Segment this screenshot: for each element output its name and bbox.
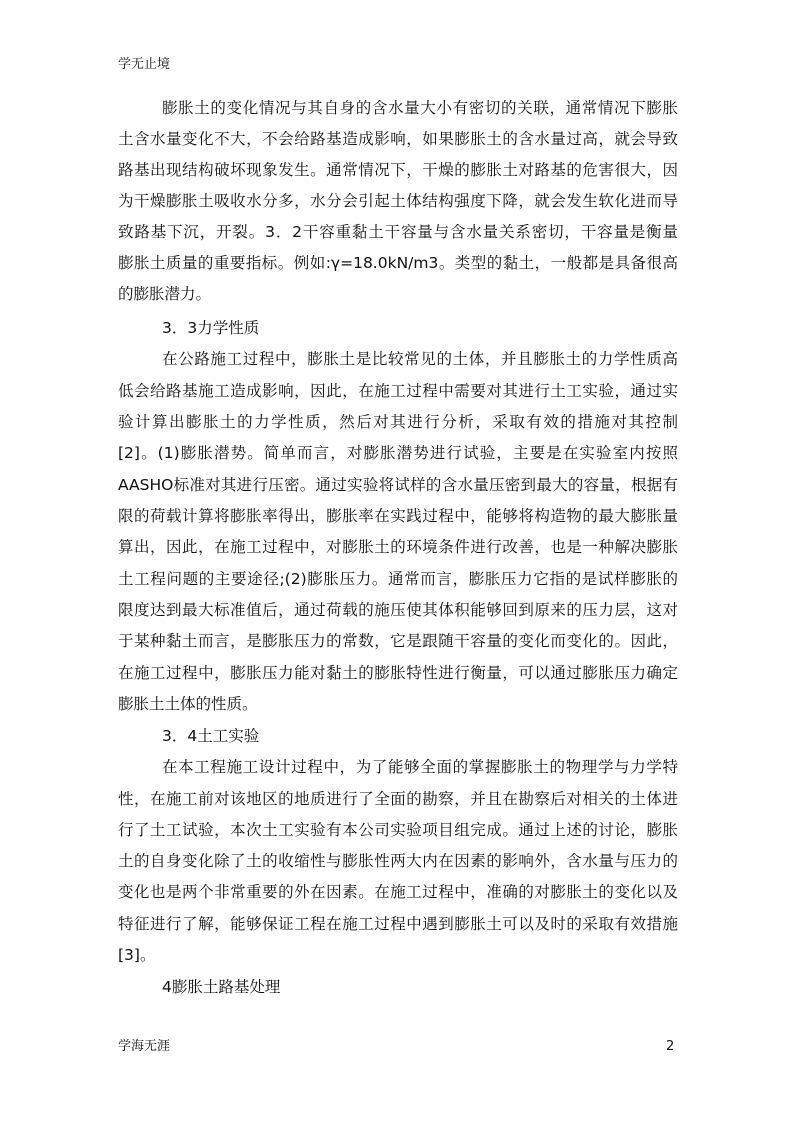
page-number: 2 bbox=[666, 1039, 675, 1054]
section-heading-3-3: 3．3力学性质 bbox=[162, 319, 260, 337]
text-line: 特征进行了解，能够保证工程在施工过程中遇到膨胀土可以及时的采取有效措施 bbox=[118, 915, 678, 933]
text-line: 在公路施工过程中，膨胀土是比较常见的土体，并且膨胀土的力学性质高 bbox=[162, 350, 678, 368]
text-line: 低会给路基施工造成影响，因此，在施工过程中需要对其进行土工实验，通过实 bbox=[118, 382, 678, 400]
text-line: 算出，因此，在施工过程中，对膨胀土的环境条件进行改善，也是一种解决膨胀 bbox=[118, 538, 678, 556]
text-line: 路基出现结构破坏现象发生。通常情况下，干燥的膨胀土对路基的危害很大，因 bbox=[118, 161, 678, 179]
text-line: 致路基下沉，开裂。3．2干容重黏土干容量与含水量关系密切，干容量是衡量 bbox=[118, 223, 678, 241]
text-line: 土的自身变化除了土的收缩性与膨胀性两大内在因素的影响外，含水量与压力的 bbox=[118, 852, 678, 870]
text-line: 于某种黏土而言，是膨胀压力的常数，它是跟随干容量的变化而变化的。因此， bbox=[118, 632, 678, 650]
text-line: 土工程问题的主要途径;(2)膨胀压力。通常而言，膨胀压力它指的是试样膨胀的 bbox=[118, 570, 678, 588]
text-line: [2]。(1)膨胀潜势。简单而言，对膨胀潜势进行试验，主要是在实验室内按照 bbox=[118, 444, 678, 462]
text-line: 限度达到最大标准值后，通过荷载的施压使其体积能够回到原来的压力层，这对 bbox=[118, 601, 678, 619]
text-line: 限的荷载计算将膨胀率得出，膨胀率在实践过程中，能够将构造物的最大膨胀量 bbox=[118, 507, 678, 525]
text-line: 变化也是两个非常重要的外在因素。在施工过程中，准确的对膨胀土的变化以及 bbox=[118, 883, 678, 901]
text-line: AASHO标准对其进行压密。通过实验将试样的含水量压密到最大的容量，根据有 bbox=[118, 476, 678, 494]
page-header: 学无止境 bbox=[118, 57, 171, 72]
text-line: 膨胀土质量的重要指标。例如:γ=18.0kN/m3。类型的黏土，一般都是具备很高 bbox=[118, 254, 678, 272]
text-line: 膨胀土土体的性质。 bbox=[118, 695, 258, 713]
text-line: 为干燥膨胀土吸收水分多，水分会引起土体结构强度下降，就会发生软化进而导 bbox=[118, 192, 678, 210]
text-line: [3]。 bbox=[118, 946, 156, 964]
text-line: 土含水量变化不大，不会给路基造成影响，如果膨胀土的含水量过高，就会导致 bbox=[118, 130, 678, 148]
text-line: 行了土工试验，本次土工实验有本公司实验项目组完成。通过上述的讨论，膨胀 bbox=[118, 821, 678, 839]
section-heading-3-4: 3．4土工实验 bbox=[162, 727, 260, 745]
page-footer-left: 学海无涯 bbox=[118, 1039, 171, 1054]
section-heading-4: 4膨胀土路基处理 bbox=[162, 978, 281, 996]
text-line: 膨胀土的变化情况与其自身的含水量大小有密切的关联，通常情况下膨胀 bbox=[162, 99, 678, 117]
text-line: 在施工过程中，膨胀压力能对黏土的膨胀特性进行衡量，可以通过膨胀压力确定 bbox=[118, 664, 678, 682]
text-line: 性，在施工前对该地区的地质进行了全面的勘察，并且在勘察后对相关的土体进 bbox=[118, 790, 678, 808]
text-line: 在本工程施工设计过程中，为了能够全面的掌握膨胀土的物理学与力学特 bbox=[162, 758, 678, 776]
text-line: 验计算出膨胀土的力学性质，然后对其进行分析，采取有效的措施对其控制 bbox=[118, 413, 678, 431]
text-line: 的膨胀潜力。 bbox=[118, 285, 212, 303]
